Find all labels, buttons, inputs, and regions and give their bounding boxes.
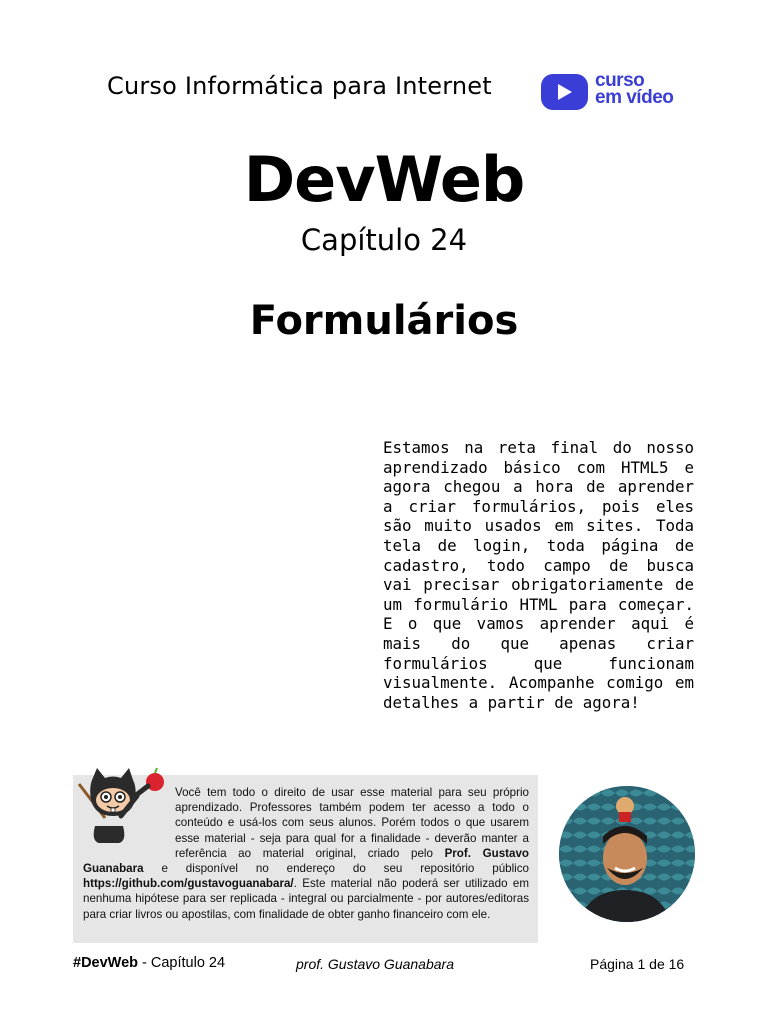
logo-line-2: em vídeo [595,87,674,108]
footer-left [73,955,225,971]
license-author: Prof. Gustavo Guanabara [83,846,529,876]
license-part-2: e disponível no endereço do seu repositório público [143,862,529,876]
logo-line-1: curso [595,70,645,91]
play-icon [541,74,588,110]
chapter-title: Capítulo 24 [300,223,468,257]
license-part-1: Você tem todo o direito de usar esse material para seu próprio aprendizado. Professores também podem ter acesso a todo o conteúdo e usá-los com seus alunos. Porém todos o que usarem esse material - seja para qual for a finalidade - deverão manter a referência ao material original, criado pelo [175,786,529,860]
license-repo-link[interactable]: https://github.com/gustavoguanabara/ [83,877,294,891]
curso-em-video-logo [541,72,696,112]
course-title: Curso Informática para Internet [107,72,492,100]
section-title: Formulários [249,298,519,344]
footer-author: prof. Gustavo Guanabara [296,956,454,972]
intro-paragraph: Estamos na reta final do nosso aprendizado básico com HTML5 e agora chegou a hora de aprender a criar formulários, pois eles são muito usados em sites. Toda tela de login, toda página de cadastro, todo campo de busca vai precisar obrigatoriamente de um formulário HTML para começar. E o que vamos aprender aqui é mais do que apenas criar formulários que funcionam visualmente. Acompanhe comigo em detalhes a partir de agora! [383,438,694,712]
footer-chapter: - Capítulo 24 [138,955,226,971]
author-photo [559,786,695,922]
license-text [83,785,529,922]
footer-hashtag: #DevWeb [73,955,139,971]
license-part-3: . Este material não poderá ser utilizado em nenhuma hipótese para ser replicada - integral ou parcialmente - por autores/editoras para criar livros ou apostilas, com finalidade de obter ganho financeiro com ele. [83,877,529,921]
main-title: DevWeb [243,143,525,216]
page-number: Página 1 de 16 [590,956,685,972]
